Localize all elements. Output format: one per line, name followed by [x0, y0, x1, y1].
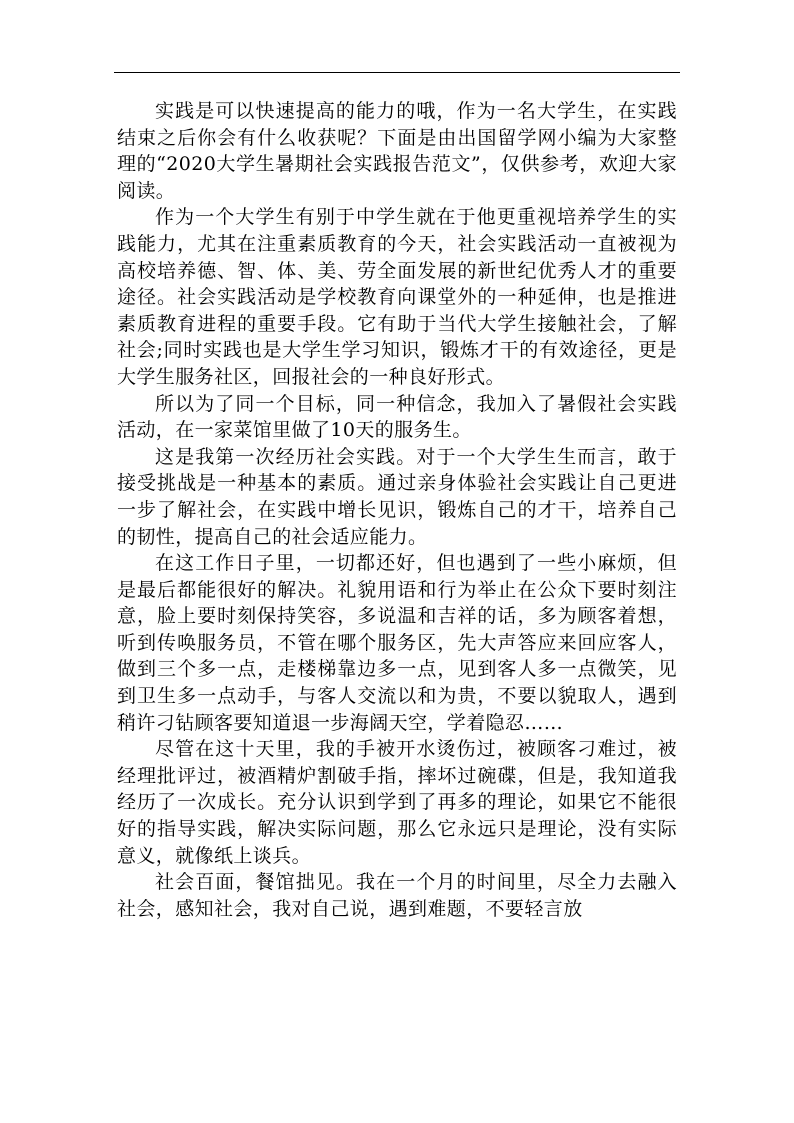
document-body — [117, 98, 677, 922]
paragraph-7: 社会百面，餐馆拙见。我在一个月的时间里，尽全力去融入社会，感知社会，我对自己说，遇到难题，不要轻言放 — [117, 871, 677, 920]
paragraph-4: 这是我第一次经历社会实践。对于一个大学生生而言，敢于接受挑战是一种基本的素质。通过亲身体验社会实践让自己更进一步了解社会，在实践中增长见识，锻炼自己的才干，培养自己的韧性，提高自己的社会适应能力。 — [117, 445, 677, 548]
paragraph-3: 所以为了同一个目标，同一种信念，我加入了暑假社会实践活动，在一家菜馆里做了10天的服务生。 — [117, 392, 677, 442]
paragraph-6: 尽管在这十天里，我的手被开水烫伤过，被顾客刁难过，被经理批评过，被酒精炉割破手指，摔坏过碗碟，但是，我知道我经历了一次成长。充分认识到学到了再多的理论，如果它不能很好的指导实践，解决实际问题，那么它永远只是理论，没有实际意义，就像纸上谈兵。 — [117, 738, 677, 867]
paragraph-1: 实践是可以快速提高的能力的哦，作为一名大学生，在实践结束之后你会有什么收获呢？下面是由出国留学网小编为大家整理的“2020大学生暑期社会实践报告范文”，仅供参考，欢迎大家阅读。 — [117, 100, 677, 202]
paragraph-5: 在这工作日子里，一切都还好，但也遇到了一些小麻烦，但是最后都能很好的解决。礼貌用语和行为举止在公众下要时刻注意，脸上要时刻保持笑容，多说温和吉祥的话，多为顾客着想，听到传唤服务员，不管在哪个服务区，先大声答应来回应客人，做到三个多一点，走楼梯靠边多一点，见到客人多一点微笑，见到卫生多一点动手，与客人交流以和为贵，不要以貌取人，遇到稍许刁钻顾客要知道退一步海阔天空，学着隐忍…… — [117, 552, 677, 734]
paragraph-2: 作为一个大学生有别于中学生就在于他更重视培养学生的实践能力，尤其在注重素质教育的今天，社会实践活动一直被视为高校培养德、智、体、美、劳全面发展的新世纪优秀人才的重要途径。社会实践活动是学校教育向课堂外的一种延伸，也是推进素质教育进程的重要手段。它有助于当代大学生接触社会，了解社会;同时实践也是大学生学习知识，锻炼才干的有效途径，更是大学生服务社区，回报社会的一种良好形式。 — [117, 206, 677, 388]
header-rule — [114, 72, 680, 73]
